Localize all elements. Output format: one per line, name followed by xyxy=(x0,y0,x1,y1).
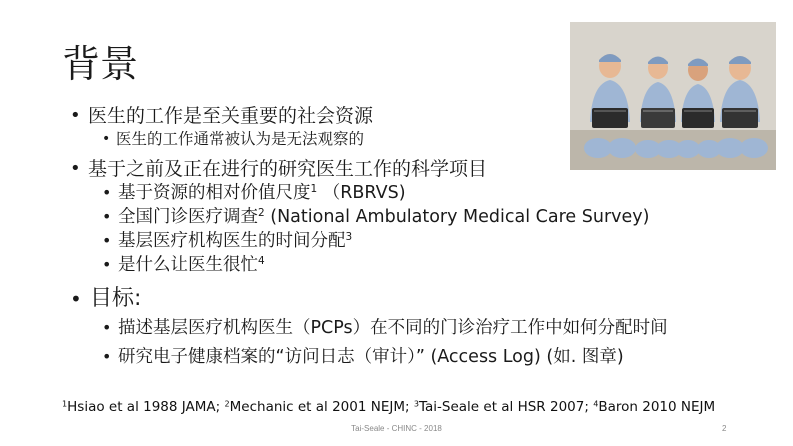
bullet-item xyxy=(70,104,373,128)
bullet-item xyxy=(102,254,265,276)
bullet-text: 医生的工作通常被认为是无法观察的 xyxy=(116,130,365,148)
bullet-item xyxy=(102,129,364,149)
bullet-text: 基层医疗机构医生的时间分配 xyxy=(118,231,346,251)
reference-text: Mechanic et al 2001 NEJM; xyxy=(229,399,414,415)
reference-text: Tai-Seale et al HSR 2007; xyxy=(418,399,594,415)
physicians-photo xyxy=(570,22,776,170)
footnote-marker: 3 xyxy=(413,398,419,409)
bullet-text: 全国门诊医疗调查 xyxy=(118,207,258,227)
bullet-dot: • xyxy=(70,158,81,179)
footnote-marker: 3 xyxy=(345,231,353,244)
bullet-dot: • xyxy=(102,183,112,202)
footer-text: Tai-Seale - CHINC - 2018 xyxy=(351,424,442,433)
bullet-text-suffix: （RBRVS) xyxy=(317,183,406,203)
bullet-dot: • xyxy=(102,231,112,250)
footnote-marker: 1 xyxy=(62,398,68,409)
footnote-marker: 4 xyxy=(258,255,265,268)
bullet-text: 是什么让医生很忙 xyxy=(118,255,258,275)
footnote-marker: 4 xyxy=(593,398,599,409)
bullet-text: 研究电子健康档案的“访问日志（审计）” (Access Log) (如. 图章) xyxy=(118,347,624,367)
bullet-item xyxy=(70,286,141,312)
bullet-dot: • xyxy=(102,207,112,226)
bullet-dot: • xyxy=(102,347,112,366)
reference-text: Baron 2010 NEJM xyxy=(598,399,716,415)
bullet-item xyxy=(102,346,624,368)
bullet-dot: • xyxy=(102,318,112,337)
bullet-item xyxy=(102,206,649,228)
bullet-item xyxy=(102,182,406,204)
bullet-dot: • xyxy=(70,105,81,126)
bullet-dot: • xyxy=(102,131,111,147)
footnote-marker: 2 xyxy=(224,398,230,409)
bullet-text-suffix: (National Ambulatory Medical Care Survey) xyxy=(264,207,650,227)
bullet-text: 基于资源的相对价值尺度 xyxy=(118,183,311,203)
bullet-text: 基于之前及正在进行的研究医生工作的科学项目 xyxy=(88,158,488,180)
bullet-text: 目标: xyxy=(90,286,142,311)
footnote-marker: 1 xyxy=(310,183,318,196)
bullet-item xyxy=(102,230,352,252)
references xyxy=(62,398,715,416)
page-number: 2 xyxy=(722,424,727,433)
bullet-dot: • xyxy=(70,287,82,311)
bullet-text: 描述基层医疗机构医生（PCPs）在不同的门诊治疗工作中如何分配时间 xyxy=(118,318,668,338)
bullet-dot: • xyxy=(102,255,112,274)
bullet-item xyxy=(70,157,487,181)
footnote-marker: 2 xyxy=(258,207,265,220)
physicians-photo-art xyxy=(570,22,776,170)
reference-text: Hsiao et al 1988 JAMA; xyxy=(67,399,225,415)
bullet-text: 医生的工作是至关重要的社会资源 xyxy=(88,105,374,127)
slide-title: 背景 xyxy=(62,42,139,86)
bullet-item xyxy=(102,317,668,339)
